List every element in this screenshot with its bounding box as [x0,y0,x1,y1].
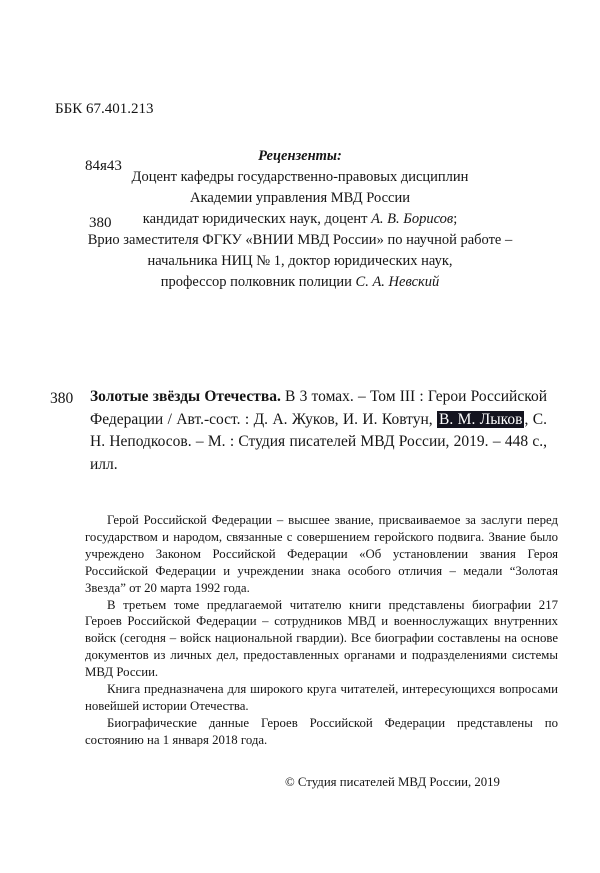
reviewer-line: начальника НИЦ № 1, доктор юридических наук, [147,253,453,269]
author-sign-code: 380 [89,215,112,231]
annotation-paragraph: Биографические данные Героев Российской Федерации представлены по состоянию на 1 января 2018 года. [85,715,558,747]
reviewer-line: Академии управления МВД России [190,190,410,206]
copyright-line: © Студия писателей МВД России, 2019 [285,775,500,789]
biblio-text-part2: , С. Н. Неподкосов. – М. : Студия писателей МВД России, 2019. – 448 с., илл. [90,410,547,473]
bbk-subcode: 84я43 [85,158,122,174]
annotation-paragraph: Герой Российской Федерации – высшее звание, присваиваемое за заслуги перед государством и народом, связанные с совершением геройского подвига. Звание было учреждено Законом Российской Федерации «Об установлении звания Героя Российской Федерации и учреждении знака особого отличия – медали “Золотая Звезда” от 20 марта 1992 года. [85,513,558,595]
bibliographic-entry [90,386,547,476]
highlighted-author-name: В. М. Лыков [439,410,523,428]
annotation-paragraph: Книга предназначена для широкого круга читателей, интересующихся вопросами новейшей истории Отечества. [85,682,558,713]
reviewer-line [0,209,600,230]
book-title: Золотые звёзды Отечества. [90,388,281,405]
reviewers-heading: Рецензенты: [258,148,342,164]
reviewer-rank-text: профессор полковник полиции [160,274,356,290]
reviewer-line: Врио заместителя ФГКУ «ВНИИ МВД России» по научной работе – [87,232,513,248]
reviewers-block [0,146,600,293]
reviewer-degree-text: кандидат юридических наук, доцент [142,211,372,227]
reviewer-name: А. В. Борисов [371,211,454,227]
reviewer-line-suffix: ; [453,211,458,227]
annotation-paragraph: В третьем томе предлагаемой читателю книги представлены биографии 217 Героев Российской Федерации – сотрудников МВД и военнослужащих внутренних войск (сегодня – войск национальной гвардии). Все биографии составлены на основе документов из личных дел, предоставленных органами и подразделениями системы МВД России. [85,597,558,680]
reviewer-line [0,272,600,293]
annotation-block [85,512,558,749]
reviewer-line: Доцент кафедры государственно-правовых дисциплин [131,169,469,185]
bbk-code: ББК 67.401.213 [55,101,154,117]
reviewer-name: С. А. Невский [355,274,440,290]
biblio-text-part1: В 3 томах. – Том III : Герои Российской Федерации / Авт.-сост. : Д. А. Жуков, И. И. Ковтун, [90,388,547,428]
margin-page-number: 380 [50,390,74,407]
